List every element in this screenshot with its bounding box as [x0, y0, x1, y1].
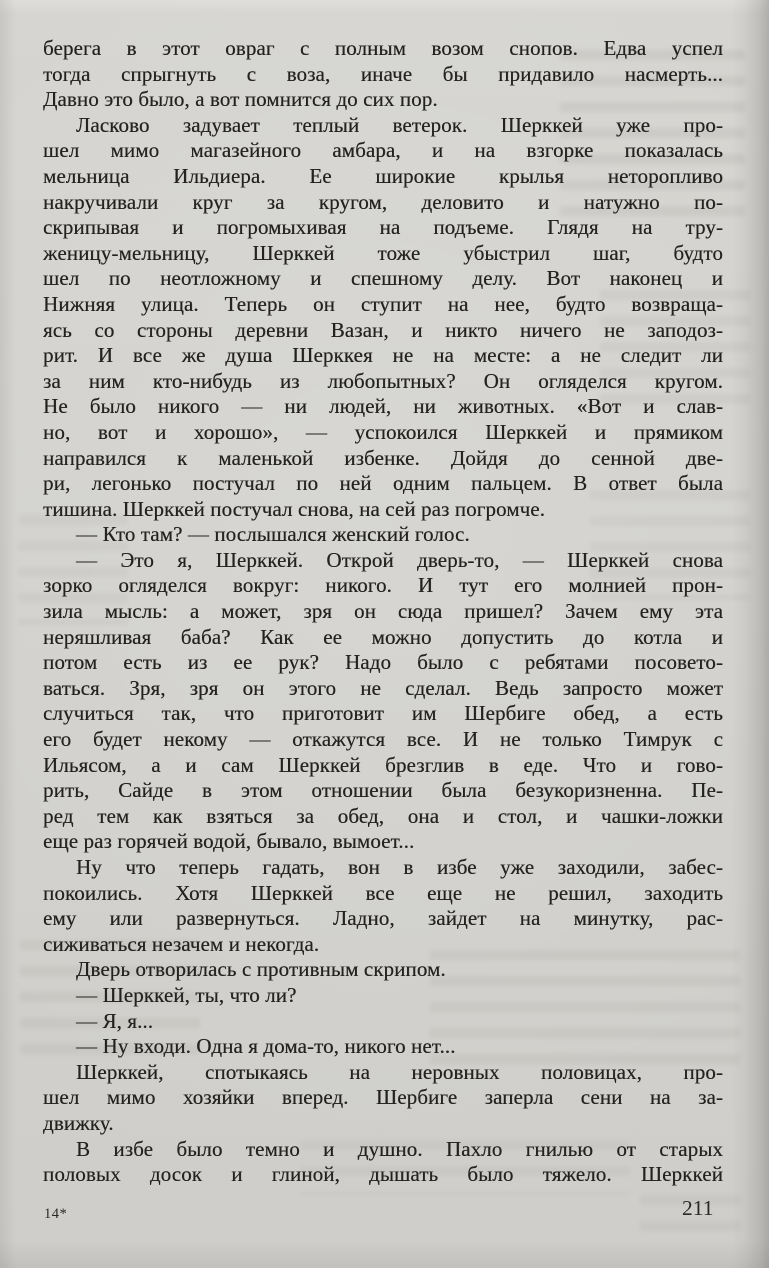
signature-mark: 14*: [44, 1206, 68, 1222]
text-line: Не было никого — ни людей, ни животных. «Вот и слав-: [43, 394, 723, 419]
text-line: движку.: [43, 1110, 114, 1135]
paragraph: [43, 983, 723, 1009]
text-line: рит. И все же душа Шерккея не на месте: а не следит ли: [43, 343, 723, 368]
scan-edge-right: [731, 0, 769, 1268]
text-line: еще раз горячей водой, бывало, вымоет...: [43, 829, 415, 854]
text-line: направился к маленькой избенке. Дойдя до сенной две-: [43, 445, 723, 470]
text-line: половых досок и глиной, дышать было тяжело. Шерккей: [43, 1162, 723, 1187]
text-line: случиться так, что приготовит им Шербиге обед, а есть: [43, 701, 723, 726]
text-line: тогда спрыгнуть с воза, иначе бы придавило насмерть...: [43, 61, 723, 86]
scan-edge-top: [0, 0, 769, 14]
text-line: зорко огляделся вокруг: никого. И тут его молнией прон-: [43, 573, 723, 598]
text-line: шел мимо магазейного амбара, и на взгорке показалась: [43, 138, 723, 163]
text-line: В избе было темно и душно. Пахло гнилью от старых: [76, 1136, 723, 1161]
text-line: скрипывая и погромыхивая на подъеме. Глядя на тру-: [43, 215, 723, 240]
text-line: накручивали круг за кругом, деловито и натужно по-: [43, 189, 723, 214]
text-line: Ильясом, а и сам Шерккей брезглив в еде. Что и гово-: [43, 752, 723, 777]
text-line: ред тем как взяться за обед, она и стол, и чашки-ложки: [43, 803, 723, 828]
paragraph: [43, 1060, 723, 1137]
text-line: женицу-мельницу, Шерккей тоже убыстрил шаг, будто: [43, 240, 723, 265]
text-line: потом есть из ее рук? Надо было с ребятами посовето-: [43, 650, 723, 675]
scan-edge-left: [0, 0, 16, 1268]
scan-edge-bottom: [0, 1240, 769, 1268]
paragraph: [43, 957, 723, 983]
text-line: — Это я, Шерккей. Открой дверь-то, — Шерккей снова: [76, 547, 723, 572]
text-line: Дверь отворилась с противным скрипом.: [76, 957, 446, 982]
text-line: — Кто там? — послышался женский голос.: [76, 522, 470, 547]
text-line: ему или развернуться. Ладно, зайдет на минутку, рас-: [43, 906, 723, 931]
text-line: мельница Ильдиера. Ее широкие крылья неторопливо: [43, 163, 723, 188]
text-line: берега в этот овраг с полным возом снопов. Едва успел: [43, 36, 723, 60]
text-line: ваться. Зря, зря он этого не сделал. Ведь запросто может: [43, 675, 723, 700]
text-line: неряшливая баба? Как ее можно допустить до котла и: [43, 624, 723, 649]
page-number: 211: [682, 1196, 714, 1220]
text-line: Ну что теперь гадать, вон в избе уже заходили, забес-: [76, 855, 723, 879]
text-line: покоились. Хотя Шерккей все еще не решил, заходить: [43, 880, 723, 905]
paragraph: [43, 548, 723, 855]
paragraph: [43, 1034, 723, 1060]
text-line: зила мысль: а может, зря он сюда пришел? Зачем ему эта: [43, 599, 723, 624]
text-line: Ласково задувает теплый ветерок. Шерккей уже про-: [76, 112, 723, 137]
paragraph: [43, 1137, 723, 1188]
text-line: — Я, я...: [76, 1008, 154, 1033]
text-line: — Ну входи. Одна я дома-то, никого нет...: [76, 1034, 456, 1059]
text-line: шел мимо хозяйки вперед. Шербиге заперла сени на за-: [43, 1085, 723, 1110]
text-line: Нижняя улица. Теперь он ступит на нее, будто возвраща-: [43, 291, 723, 316]
paragraph: [43, 1009, 723, 1035]
paragraph: [43, 522, 723, 548]
text-line: за ним кто-нибудь из любопытных? Он огляделся кругом.: [43, 368, 723, 393]
text-line: Давно это было, а вот помнится до сих пор.: [43, 87, 438, 112]
page-text: [43, 36, 723, 1188]
text-line: шел по неотложному и спешному делу. Вот наконец и: [43, 266, 723, 291]
text-line: тишина. Шерккей постучал снова, на сей раз погромче.: [43, 496, 546, 521]
paragraph: [43, 36, 723, 113]
text-line: Шерккей, спотыкаясь на неровных половицах, про-: [76, 1059, 723, 1084]
text-line: ри, легонько постучал по ней одним пальцем. В ответ была: [43, 471, 723, 496]
paragraph: [43, 113, 723, 523]
text-line: сиживаться незачем и некогда.: [43, 931, 320, 956]
text-line: рить, Сайде в этом отношении была безукоризненна. Пе-: [43, 778, 723, 803]
text-line: — Шерккей, ты, что ли?: [76, 982, 297, 1007]
text-line: но, вот и хорошо», — успокоился Шерккей и прямиком: [43, 419, 723, 444]
paragraph: [43, 855, 723, 957]
text-line: его будет некому — откажутся все. И не только Тимрук с: [43, 727, 723, 752]
text-line: ясь со стороны деревни Вазан, и никто ничего не заподоз-: [43, 317, 723, 342]
